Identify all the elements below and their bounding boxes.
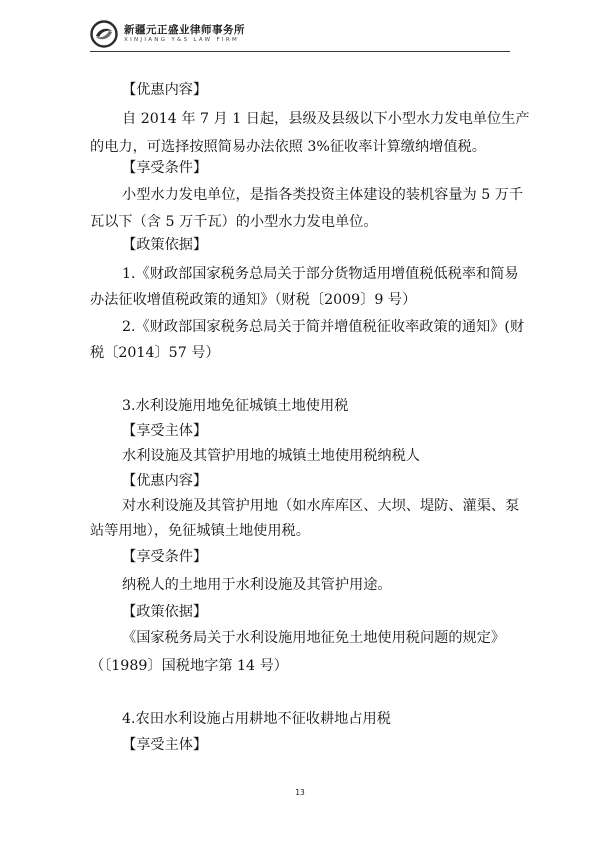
- section-heading-subject: 【享受主体】: [122, 423, 208, 439]
- firm-logo: [90, 20, 245, 48]
- paragraph-line: 小型水力发电单位，是指各类投资主体建设的装机容量为 5 万千: [122, 187, 524, 203]
- section-heading-benefit: 【优惠内容】: [122, 82, 208, 98]
- paragraph-line: 瓦以下（含 5 万千瓦）的小型水力发电单位。: [90, 214, 378, 230]
- paragraph-line: 自 2014 年 7 月 1 日起，县级及县级以下小型水力发电单位生产: [122, 111, 530, 127]
- paragraph-line: （〔1989〕国税地字第 14 号）: [90, 658, 288, 674]
- paragraph-line: 的电力，可选择按照简易办法依照 3%征收率计算缴纳增值税。: [90, 139, 486, 155]
- header-rule: [90, 51, 510, 52]
- paragraph-line: 水利设施及其管护用地的城镇土地使用税纳税人: [122, 448, 420, 464]
- paragraph-line: 税〔2014〕57 号）: [90, 345, 220, 361]
- paragraph-line: 站等用地），免征城镇土地使用税。: [90, 523, 310, 539]
- page-number: 13: [295, 788, 305, 797]
- paragraph-line: 纳税人的土地用于水利设施及其管护用途。: [122, 577, 392, 593]
- section-heading-benefit: 【优惠内容】: [122, 473, 208, 489]
- firm-logo-icon: [90, 20, 118, 48]
- paragraph-line: 《国家税务局关于水利设施用地征免土地使用税问题的规定》: [122, 630, 506, 646]
- section-heading-basis: 【政策依据】: [122, 237, 208, 253]
- section-heading-subject: 【享受主体】: [122, 737, 208, 753]
- item-heading: 4.农田水利设施占用耕地不征收耕地占用税: [122, 711, 391, 727]
- paragraph-line: 1.《财政部国家税务总局关于部分货物适用增值税低税率和简易: [122, 266, 519, 282]
- item-heading: 3.水利设施用地免征城镇土地使用税: [122, 398, 349, 414]
- paragraph-line: 办法征收增值税政策的通知》（财税〔2009〕9 号）: [90, 292, 417, 308]
- section-heading-condition: 【享受条件】: [122, 160, 208, 176]
- section-heading-condition: 【享受条件】: [122, 549, 208, 565]
- section-heading-basis: 【政策依据】: [122, 604, 208, 620]
- firm-name-en: XINJIANG Y&S LAW FIRM: [124, 37, 240, 43]
- paragraph-line: 2.《财政部国家税务总局关于简并增值税征收率政策的通知》(财: [122, 319, 525, 335]
- paragraph-line: 对水利设施及其管护用地（如水库库区、大坝、堤防、灌渠、泵: [122, 498, 520, 514]
- firm-name-cn: 新疆元正盛业律师事务所: [124, 23, 245, 36]
